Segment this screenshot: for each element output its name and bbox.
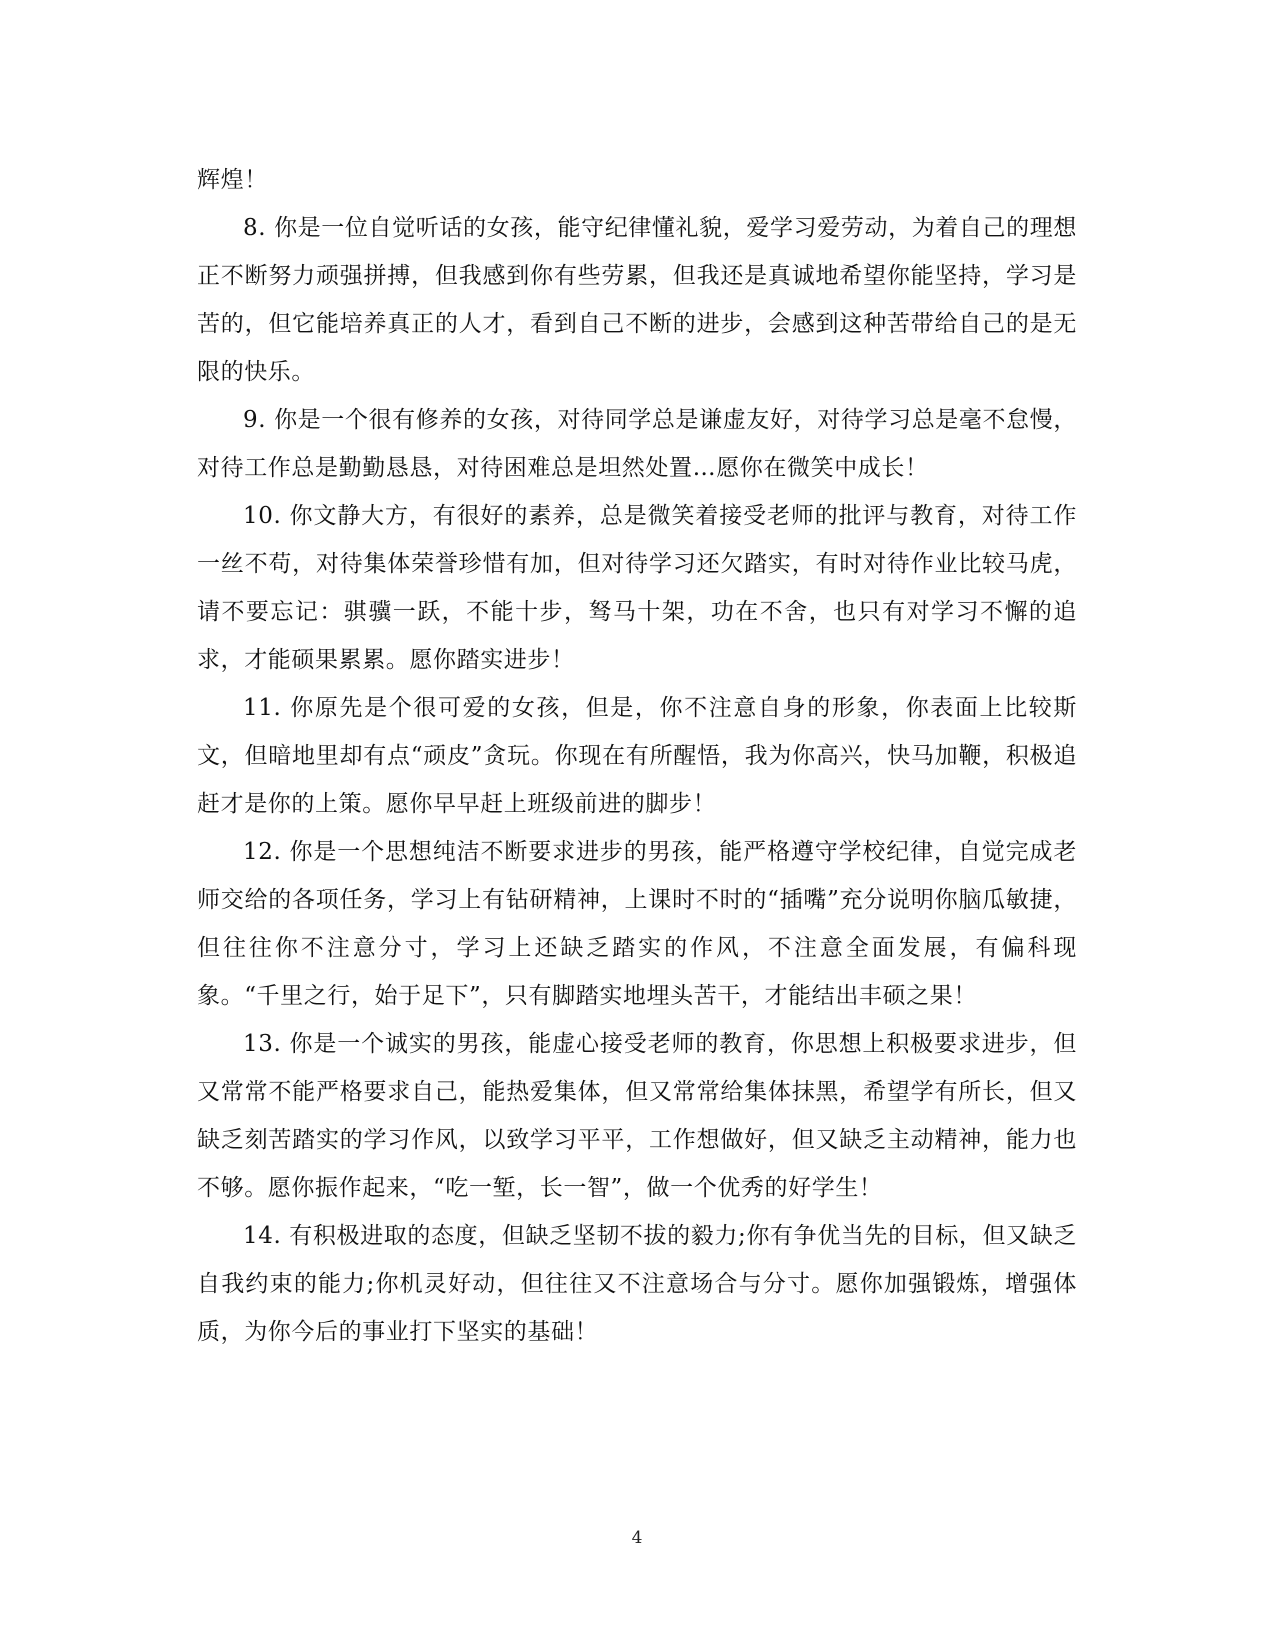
paragraph-comment-12: 12. 你是一个思想纯洁不断要求进步的男孩，能严格遵守学校纪律，自觉完成老师交给的各项任务，学习上有钻研精神，上课时不时的“插嘴”充分说明你脑瓜敏捷，但往往你不注意分寸，学习上还缺乏踏实的作风，不注意全面发展，有偏科现象。“千里之行，始于足下”，只有脚踏实地埋头苦干，才能结出丰硕之果！ bbox=[197, 839, 1077, 1009]
paragraph-comment-13: 13. 你是一个诚实的男孩，能虚心接受老师的教育，你思想上积极要求进步，但又常常不能严格要求自己，能热爱集体，但又常常给集体抹黑，希望学有所长，但又缺乏刻苦踏实的学习作风，以致学习平平，工作想做好，但又缺乏主动精神，能力也不够。愿你振作起来，“吃一堑，长一智”，做一个优秀的好学生！ bbox=[197, 1031, 1077, 1201]
body-text bbox=[197, 156, 1077, 1356]
paragraph-comment-14: 14. 有积极进取的态度，但缺乏坚韧不拔的毅力;你有争优当先的目标，但又缺乏自我约束的能力;你机灵好动，但往往又不注意场合与分寸。愿你加强锻炼，增强体质，为你今后的事业打下坚实的基础！ bbox=[197, 1223, 1077, 1345]
page-number: 4 bbox=[631, 1528, 643, 1548]
paragraph-comment-9: 9. 你是一个很有修养的女孩，对待同学总是谦虚友好，对待学习总是毫不怠慢，对待工作总是勤勤恳恳，对待困难总是坦然处置…愿你在微笑中成长！ bbox=[197, 407, 1077, 481]
paragraph-comment-8: 8. 你是一位自觉听话的女孩，能守纪律懂礼貌，爱学习爱劳动，为着自己的理想正不断努力顽强拼搏，但我感到你有些劳累，但我还是真诚地希望你能坚持，学习是苦的，但它能培养真正的人才，看到自己不断的进步，会感到这种苦带给自己的是无限的快乐。 bbox=[197, 215, 1077, 385]
paragraph-comment-11: 11. 你原先是个很可爱的女孩，但是，你不注意自身的形象，你表面上比较斯文，但暗地里却有点“顽皮”贪玩。你现在有所醒悟，我为你高兴，快马加鞭，积极追赶才是你的上策。愿你早早赶上班级前进的脚步！ bbox=[197, 695, 1077, 817]
paragraph-continuation: 辉煌！ bbox=[197, 167, 268, 193]
paragraph-comment-10: 10. 你文静大方，有很好的素养，总是微笑着接受老师的批评与教育，对待工作一丝不苟，对待集体荣誉珍惜有加，但对待学习还欠踏实，有时对待作业比较马虎，请不要忘记：骐骥一跃，不能十步，驽马十架，功在不舍，也只有对学习不懈的追求，才能硕果累累。愿你踏实进步！ bbox=[197, 503, 1077, 673]
